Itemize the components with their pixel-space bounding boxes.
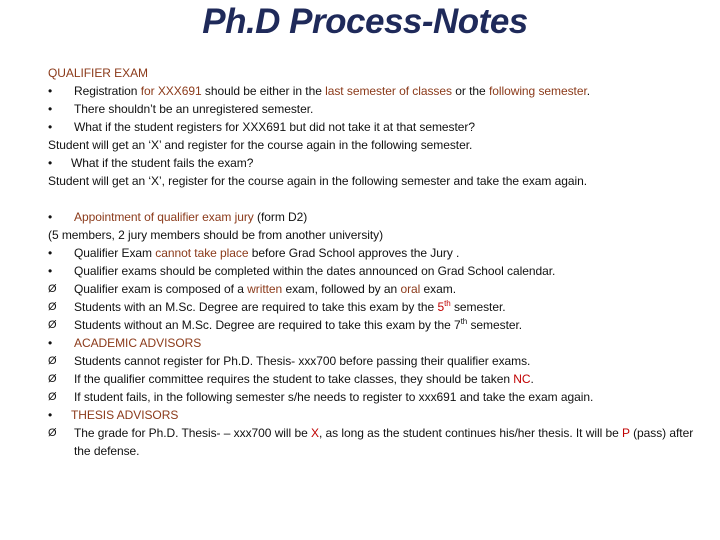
list-item: • Qualifier exams should be completed within the dates announced on Grad School calendar. xyxy=(48,264,556,278)
bullet-dot-icon: • xyxy=(48,408,53,422)
bullet-arrow-icon: Ø xyxy=(48,301,57,313)
bullet-arrow-icon: Ø xyxy=(48,319,57,331)
bullet-arrow-icon: Ø xyxy=(48,373,57,385)
bullet-dot-icon: • xyxy=(48,336,53,350)
list-item: Ø Students cannot register for Ph.D. Thesis- xxx700 before passing their qualifier exams. xyxy=(48,354,531,368)
list-item: • What if the student fails the exam? xyxy=(48,156,254,170)
list-item: • Registration for XXX691 should be either in the last semester of classes or the following semester. xyxy=(48,84,591,98)
bullet-dot-icon: • xyxy=(48,84,53,98)
list-item: Ø Qualifier exam is composed of a written exam, followed by an oral exam. xyxy=(48,282,456,296)
bullet-arrow-icon: Ø xyxy=(48,391,57,403)
list-item: • Qualifier Exam cannot take place before Grad School approves the Jury . xyxy=(48,246,460,260)
bullet-arrow-icon: Ø xyxy=(48,283,57,295)
paragraph: Student will get an ‘X’, register for the course again in the following semester and take the exam again. xyxy=(48,174,588,188)
bullet-dot-icon: • xyxy=(48,102,53,116)
bullet-dot-icon: • xyxy=(48,120,53,134)
bullet-arrow-icon: Ø xyxy=(48,355,57,367)
paragraph: (5 members, 2 jury members should be from another university) xyxy=(48,228,384,242)
list-item: Ø The grade for Ph.D. Thesis- – xxx700 will be X, as long as the student continues his/her thesis. It will be P (pass) after the defense. xyxy=(48,426,694,458)
list-item: Ø Students without an M.Sc. Degree are required to take this exam by the 7th semester. xyxy=(48,317,523,332)
list-item: Ø Students with an M.Sc. Degree are required to take this exam by the 5th semester. xyxy=(48,299,506,314)
list-item: Ø If the qualifier committee requires the student to take classes, they should be taken NC. xyxy=(48,372,534,386)
bullet-dot-icon: • xyxy=(48,264,53,278)
list-item: • THESIS ADVISORS xyxy=(48,408,179,422)
list-item: • There shouldn’t be an unregistered semester. xyxy=(48,102,314,116)
list-item: • What if the student registers for XXX691 but did not take it at that semester? xyxy=(48,120,475,134)
list-item: Ø If student fails, in the following semester s/he needs to register to xxx691 and take the exam again. xyxy=(48,390,594,404)
paragraph: Student will get an ‘X’ and register for the course again in the following semester. xyxy=(48,138,473,152)
notes-body xyxy=(48,64,708,460)
list-item: • ACADEMIC ADVISORS xyxy=(48,336,202,350)
bullet-dot-icon: • xyxy=(48,246,53,260)
qualifier-heading: QUALIFIER EXAM xyxy=(48,66,148,80)
list-item: • Appointment of qualifier exam jury (form D2) xyxy=(48,210,308,224)
bullet-dot-icon: • xyxy=(48,156,53,170)
page-title: Ph.D Process-Notes xyxy=(202,2,528,41)
bullet-dot-icon: • xyxy=(48,210,53,224)
bullet-arrow-icon: Ø xyxy=(48,427,57,439)
